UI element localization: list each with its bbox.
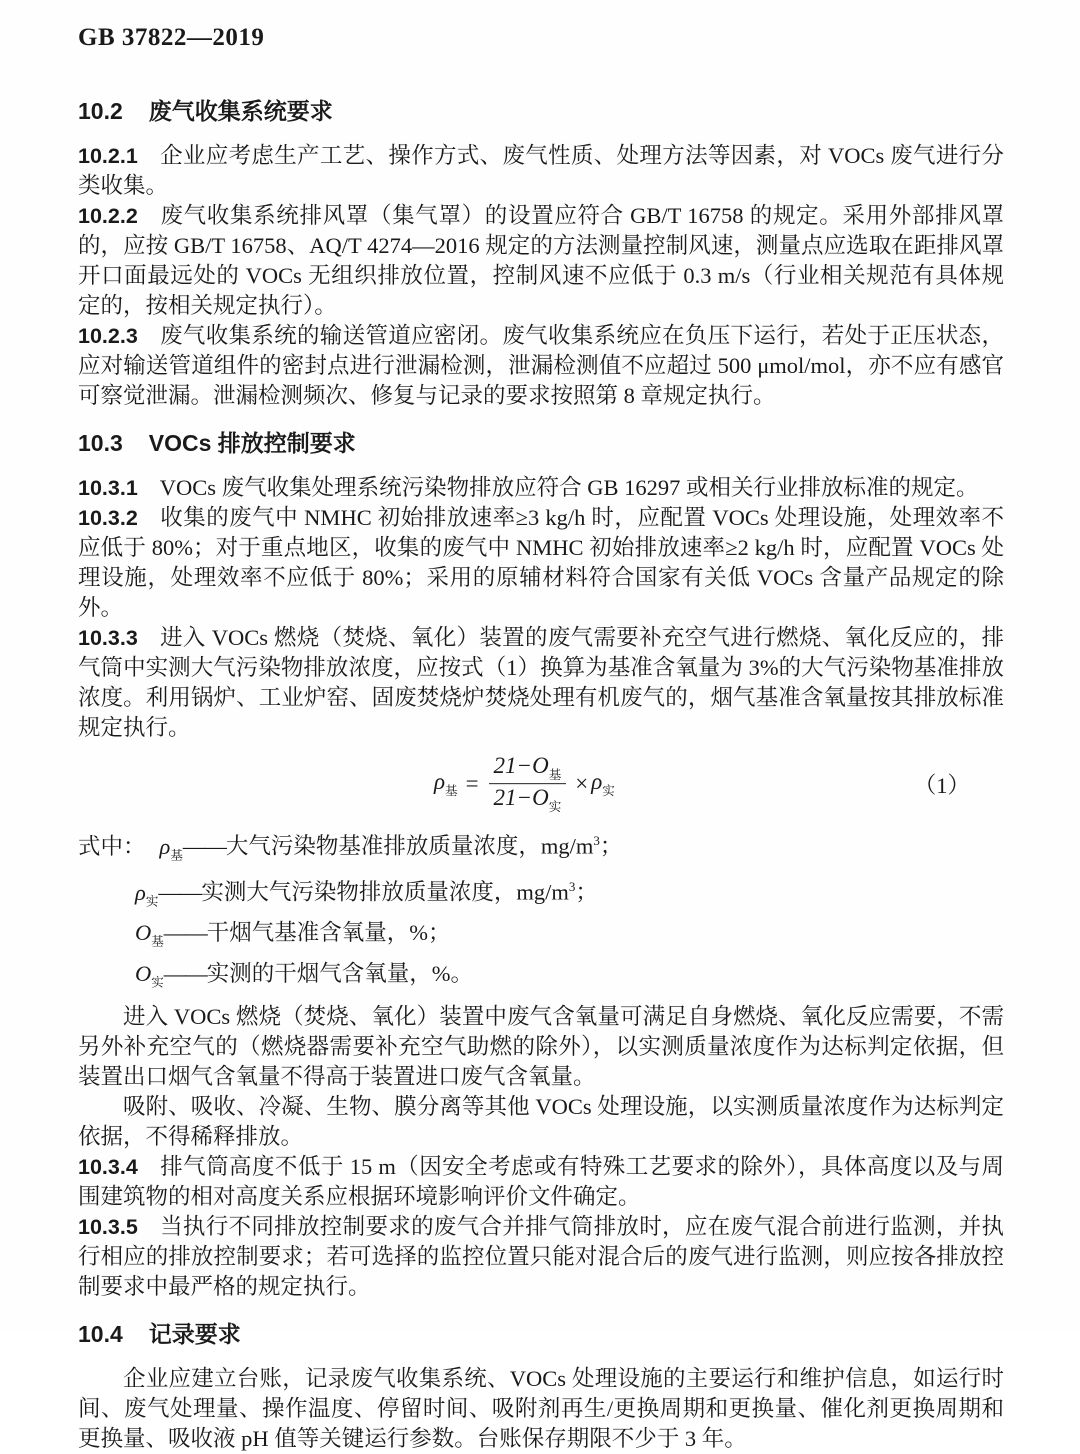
definition-o-base: $O_基——$干烟气基准含氧量，%； <box>135 920 451 949</box>
clause-number: 10.2.2 <box>78 204 138 228</box>
rho-base-symbol: $\rho_基$ <box>434 769 458 798</box>
equation-number: （1） <box>913 773 970 798</box>
symbol: $\rho_基$ <box>159 833 183 862</box>
section-number: 10.4 <box>78 1321 123 1347</box>
section-title: 记录要求 <box>148 1321 241 1347</box>
clause-10-2-2 <box>78 201 1004 321</box>
clause-10-3-1 <box>78 473 1004 503</box>
clause-number: 10.3.5 <box>78 1215 138 1239</box>
equation-1 <box>78 747 1004 821</box>
symbol-definitions <box>78 825 1004 998</box>
section-title: 废气收集系统要求 <box>148 98 333 124</box>
section-number: 10.3 <box>78 430 123 456</box>
clause-text: 企业应考虑生产工艺、操作方式、废气性质、处理方法等因素，对 VOCs 废气进行分类收集。 <box>78 143 1004 198</box>
definition-rho-measured: $\rho_实——$实测大气污染物排放质量浓度，$mg/m^3$； <box>135 879 598 908</box>
symbol: $O_基$ <box>135 920 164 949</box>
clause-number: 10.3.1 <box>78 476 138 500</box>
clause-text: 废气收集系统排风罩（集气罩）的设置应符合 GB/T 16758 的规定。采用外部排风罩的，应按 GB/T 16758、AQ/T 4274—2016 规定的方法测量控制风速，测量点应选取在距排风罩开口面最远处的 VOCs 无组织排放位置，控制风速不应低于 0.3 m/s（行业相关规范有具体规定的，按相关规定执行）。 <box>78 203 1004 318</box>
clause-text: 收集的废气中 NMHC 初始排放速率≥3 kg/h 时，应配置 VOCs 处理设施，处理效率不应低于 80%；对于重点地区，收集的废气中 NMHC 初始排放速率≥2 kg/h 时，应配置 VOCs 处理设施，处理效率不应低于 80%；采用的原辅材料符合国家有关低 VOCs 含量产品规定的除外。 <box>78 505 1004 620</box>
clause-10-3-5 <box>78 1212 1004 1302</box>
clause-text: 排气筒高度不低于 15 m（因安全考虑或有特殊工艺要求的除外），具体高度以及与周围建筑物的相对高度关系应根据环境影响评价文件确定。 <box>78 1154 1004 1209</box>
definition-rho-base: 式中： $\rho_基——$大气污染物基准排放质量浓度，$mg/m^3$； <box>78 833 623 862</box>
definition-text: 实测大气污染物排放质量浓度，mg/m <box>201 879 569 905</box>
clause-number: 10.2.3 <box>78 324 138 348</box>
clause-number: 10.2.1 <box>78 144 138 168</box>
multiply-sign: × <box>575 771 589 797</box>
clause-number: 10.3.4 <box>78 1155 138 1179</box>
fraction <box>489 752 567 816</box>
paragraph-other-treatment: 吸附、吸收、冷凝、生物、膜分离等其他 VOCs 处理设施，以实测质量浓度作为达标判定依据，不得稀释排放。 <box>78 1094 1004 1149</box>
clause-text: 进入 VOCs 燃烧（焚烧、氧化）装置的废气需要补充空气进行燃烧、氧化反应的，排气筒中实测大气污染物排放浓度，应按式（1）换算为基准含氧量为 3%的大气污染物基准排放浓度。利用锅炉、工业炉窑、固废焚烧炉焚烧处理有机废气的，烟气基准含氧量按其排放标准规定执行。 <box>78 625 1004 740</box>
clause-text: VOCs 废气收集处理系统污染物排放应符合 GB 16297 或相关行业排放标准的规定。 <box>159 475 979 500</box>
section-title: VOCs 排放控制要求 <box>148 430 356 456</box>
clause-10-3-3 <box>78 623 1004 743</box>
fraction-numerator: $21-O_基$ <box>493 753 562 782</box>
definition-text: 大气污染物基准排放质量浓度，mg/m <box>225 833 594 859</box>
section-heading-10-3 <box>78 428 1004 458</box>
clause-number: 10.3.2 <box>78 506 138 530</box>
section-heading-10-4 <box>78 1319 1004 1349</box>
rho-measured-symbol: $\rho_实$ <box>591 769 615 798</box>
clause-text: 废气收集系统的输送管道应密闭。废气收集系统应在负压下运行，若处于正压状态，应对输送管道组件的密封点进行泄漏检测，泄漏检测值不应超过 500 μmol/mol，亦不应有感官可察觉泄漏。泄漏检测频次、修复与记录的要求按照第 8 章规定执行。 <box>78 323 1004 408</box>
paragraph-oxygen-content: 进入 VOCs 燃烧（焚烧、氧化）装置中废气含氧量可满足自身燃烧、氧化反应需要，不需另外补充空气的（燃烧器需要补充空气助燃的除外），以实测质量浓度作为达标判定依据，但装置出口烟气含氧量不得高于装置进口废气含氧量。 <box>78 1004 1004 1089</box>
clause-10-2-3 <box>78 321 1004 411</box>
clause-text: 当执行不同排放控制要求的废气合并排气筒排放时，应在废气混合前进行监测，并执行相应的排放控制要求；若可选择的监控位置只能对混合后的废气进行监测，则应按各排放控制要求中最严格的规定执行。 <box>78 1214 1004 1299</box>
clause-10-3-4 <box>78 1152 1004 1212</box>
fraction-denominator: $21-O_实$ <box>489 784 567 816</box>
definition-o-measured: $O_实——$实测的干烟气含氧量，%。 <box>135 960 474 989</box>
symbol: $O_实$ <box>135 960 164 989</box>
definitions-intro: 式中： <box>78 833 146 859</box>
section-heading-10-2 <box>78 96 1004 126</box>
section-number: 10.2 <box>78 98 123 124</box>
definition-text: 干烟气基准含氧量，%； <box>206 920 451 945</box>
paragraph-records: 企业应建立台账，记录废气收集系统、VOCs 处理设施的主要运行和维护信息，如运行时间、废气处理量、操作温度、停留时间、吸附剂再生/更换周期和更换量、催化剂更换周期和更换量、吸收液 pH 值等关键运行参数。台账保存期限不少于 3 年。 <box>78 1366 1004 1451</box>
standard-code: GB 37822—2019 <box>78 24 265 51</box>
clause-number: 10.3.3 <box>78 626 138 650</box>
equals-sign: = <box>465 771 479 797</box>
equation-expression <box>434 752 615 816</box>
symbol: $\rho_实$ <box>135 879 159 908</box>
definition-text: 实测的干烟气含氧量，%。 <box>206 960 474 986</box>
clause-10-3-2 <box>78 503 1004 623</box>
clause-10-2-1 <box>78 141 1004 201</box>
